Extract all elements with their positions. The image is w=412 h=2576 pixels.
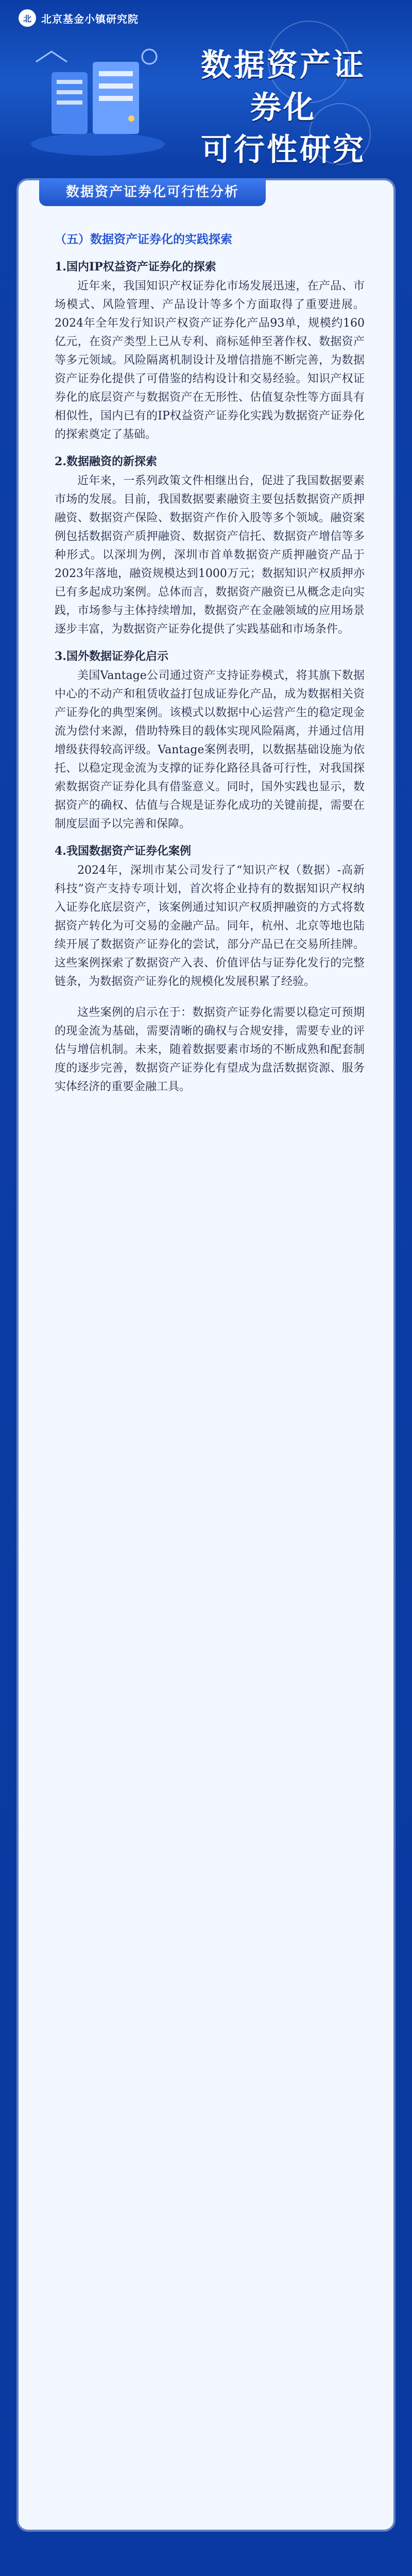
section-body bbox=[55, 227, 365, 1096]
item-label: 2.数据融资的新探索 bbox=[55, 455, 157, 468]
title-line-1: 数据资产证券化 bbox=[201, 47, 366, 126]
logo-icon: 北 bbox=[19, 9, 36, 27]
paragraph: 2024年，深圳市某公司发行了“知识产权（数据）-高新科技”资产支持专项计划，首次将企业持有的数据知识产权纳入证券化底层资产，该案例通过知识产权质押融资的方式将数据资产转化为可交易的金融产品。同年，杭州、北京等地也陆续开展了数据资产证券化的尝试，部分产品已在交易所挂牌。这些案例探索了数据资产入表、价值评估与证券化发行的完整链条，为数据资产证券化的规模化发展积累了经验。 bbox=[55, 864, 365, 988]
item-label: 4.我国数据资产证券化案例 bbox=[55, 844, 191, 858]
org-name: 北京基金小镇研究院 bbox=[41, 12, 139, 25]
paragraph: 近年来，我国知识产权证券化市场发展迅速，在产品、市场模式、风险管理、产品设计等多个方面取得了重要进展。2024年全年发行知识产权资产证券化产品93单，规模约160亿元，在资产类型上已从专利、商标延伸至著作权、数据资产等多元领域。风险隔离机制设计及增信措施不断完善，为数据资产证券化提供了可借鉴的结构设计和交易经验。知识产权证券化的底层资产与数据资产在无形性、估值复杂性等方面具有相似性，国内已有的IP权益资产证券化实践为数据资产证券化的探索奠定了基础。 bbox=[55, 280, 365, 441]
paragraph: 美国Vantage公司通过资产支持证券模式，将其旗下数据中心的不动产和租赁收益打包成证券化产品，成为数据相关资产证券化的典型案例。该模式以数据中心运营产生的稳定现金流为偿付来源，借助特殊目的载体实现风险隔离，并通过信用增级获得较高评级。Vantage案例表明，以数据基础设施为依托、以稳定现金流为支撑的证券化路径具备可行性，对我国探索数据资产证券化具有借鉴意义。同时，国外实践也显示，数据资产的确权、估值与合规是证券化成功的关键前提，需要在制度层面予以完善和保障。 bbox=[55, 669, 365, 831]
page-title bbox=[185, 44, 381, 171]
logo-bar bbox=[19, 9, 139, 27]
paragraph: 近年来，一系列政策文件相继出台，促进了我国数据要素市场的发展。目前，我国数据要素融资主要包括数据资产质押融资、数据资产保险、数据资产作价入股等多个领域。融资案例包括数据资产质押融资、数据资产信托、数据资产增信等多种形式。以深圳为例，深圳市首单数据资产质押融资产品于2023年落地，融资规模达到1000万元；数据知识产权质押亦已有多起成功案例。总体而言，数据资产融资已从概念走向实践，市场参与主体持续增加，数据资产在金融领域的应用场景逐步丰富，为数据资产证券化提供了实践基础和市场条件。 bbox=[55, 474, 365, 636]
title-line-2: 可行性研究 bbox=[201, 132, 366, 168]
data-server-illustration-icon bbox=[21, 41, 175, 160]
item-label: 1.国内IP权益资产证券化的探索 bbox=[55, 260, 216, 274]
summary-paragraph: 这些案例的启示在于：数据资产证券化需要以稳定可预期的现金流为基础，需要清晰的确权与合规安排，需要专业的评估与增信机制。未来，随着数据要素市场的不断成熟和配套制度的逐步完善，数据资产证券化有望成为盘活数据资源、服务实体经济的重要金融工具。 bbox=[55, 1006, 365, 1093]
section-card-feasibility bbox=[19, 180, 393, 2530]
sub-heading: （五）数据资产证券化的实践探索 bbox=[55, 232, 232, 246]
item-label: 3.国外数据证券化启示 bbox=[55, 650, 168, 663]
section-tab: 数据资产证券化可行性分析 bbox=[39, 178, 266, 206]
